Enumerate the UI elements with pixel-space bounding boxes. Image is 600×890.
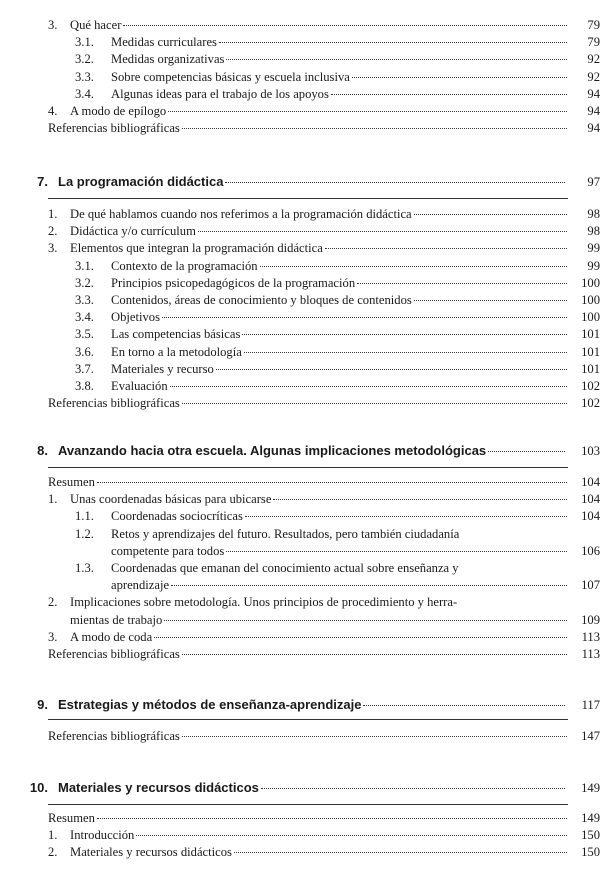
dot-leader [97, 818, 567, 819]
dot-leader [331, 94, 567, 95]
dot-leader [414, 300, 567, 301]
toc-entry[interactable] [0, 17, 600, 34]
entry-page: 99 [587, 241, 600, 256]
entry-number: 3.4. [75, 310, 94, 325]
entry-number: 3.1. [75, 35, 94, 50]
toc-entry[interactable] [0, 491, 600, 508]
toc-entry[interactable] [0, 629, 600, 646]
entry-page: 98 [587, 207, 600, 221]
entry-number: 1. [48, 492, 58, 507]
entry-title: Objetivos [111, 310, 160, 325]
divider [48, 467, 568, 468]
dot-leader [182, 403, 567, 404]
dot-leader [168, 111, 567, 112]
entry-title: En torno a la metodología [111, 344, 242, 359]
toc-entry[interactable] [0, 395, 600, 412]
dot-leader [226, 551, 567, 552]
entry-page: 104 [581, 475, 600, 489]
entry-title: Coordenadas sociocríticas [111, 509, 243, 524]
entry-page: 113 [581, 646, 600, 661]
toc-entry[interactable] [0, 810, 600, 827]
entry-title: Referencias bibliográficas [48, 729, 180, 743]
dot-leader [325, 248, 567, 249]
entry-page: 92 [587, 69, 600, 84]
toc-entry[interactable] [0, 646, 600, 663]
entry-page: 99 [587, 258, 600, 273]
entry-number: 1. [48, 207, 58, 221]
entry-number: 1.3. [75, 560, 94, 575]
chapter-heading[interactable] [0, 697, 600, 713]
toc-entry[interactable] [0, 69, 600, 86]
dot-leader [216, 369, 567, 370]
dot-leader [154, 637, 567, 638]
entry-page: 98 [587, 224, 600, 239]
entry-title-line1: Implicaciones sobre metodología. Unos principios de procedimiento y herra- [70, 595, 458, 610]
entry-title-line1: Coordenadas que emanan del conocimiento actual sobre enseñanza y [111, 560, 459, 575]
entry-number: 1.1. [75, 509, 94, 524]
divider [48, 804, 568, 805]
chapter-page: 97 [587, 175, 600, 189]
entry-page: 104 [581, 492, 600, 507]
entry-page: 150 [581, 828, 600, 843]
entry-page: 107 [581, 578, 600, 593]
entry-title: A modo de epílogo [70, 103, 167, 118]
entry-title-line2: mientas de trabajo [70, 612, 163, 627]
entry-number: 3.5. [75, 327, 94, 342]
entry-number: 2. [48, 845, 58, 860]
toc-entry[interactable] [0, 34, 600, 51]
entry-page: 94 [587, 121, 600, 136]
entry-page: 79 [587, 18, 600, 32]
toc-entry[interactable] [0, 344, 600, 361]
entry-title: A modo de coda [70, 629, 153, 644]
dot-leader [170, 386, 567, 387]
entry-page: 106 [581, 543, 600, 558]
entry-page: 101 [581, 327, 600, 342]
entry-number: 2. [48, 224, 58, 239]
entry-page: 102 [581, 378, 600, 393]
entry-number: 1.2. [75, 526, 94, 541]
entry-title: Referencias bibliográficas [48, 646, 180, 661]
dot-leader [488, 451, 565, 452]
entry-page: 150 [581, 845, 600, 860]
entry-page: 113 [581, 629, 600, 644]
dot-leader [244, 352, 567, 353]
chapter-page: 117 [581, 698, 600, 712]
entry-number: 3. [48, 241, 58, 256]
toc-entry[interactable] [0, 292, 600, 309]
entry-number: 3.2. [75, 52, 94, 67]
toc-entry[interactable] [0, 844, 600, 861]
entry-title: Contenidos, áreas de conocimiento y bloques de contenidos [111, 292, 412, 307]
chapter-heading[interactable] [0, 443, 600, 459]
entry-page: 101 [581, 344, 600, 359]
entry-page: 149 [581, 811, 600, 825]
entry-number: 3.8. [75, 378, 94, 393]
entry-page: 102 [581, 396, 600, 411]
entry-number: 4. [48, 103, 58, 118]
dot-leader [162, 317, 567, 318]
dot-leader [260, 266, 567, 267]
dot-leader [363, 705, 565, 706]
toc-entry[interactable] [0, 560, 600, 594]
chapter9-entries [0, 728, 600, 745]
chapter-title: La programación didáctica [58, 174, 224, 189]
entry-number: 3.6. [75, 344, 94, 359]
entry-title: Referencias bibliográficas [48, 396, 180, 411]
entry-title: Las competencias básicas [111, 327, 241, 342]
toc-entry[interactable] [0, 258, 600, 275]
entry-title: Unas coordenadas básicas para ubicarse [70, 492, 272, 507]
chapter-heading[interactable] [0, 780, 600, 796]
chapter-page: 103 [581, 444, 600, 458]
entry-title: Resumen [48, 811, 95, 825]
entry-number: 3.3. [75, 69, 94, 84]
entry-number: 2. [48, 595, 58, 610]
toc-entry[interactable] [0, 728, 600, 745]
chapter-title: Avanzando hacia otra escuela. Algunas implicaciones metodológicas [58, 443, 487, 458]
toc-entry[interactable] [0, 275, 600, 292]
toc-entry[interactable] [0, 326, 600, 343]
toc-entry[interactable] [0, 223, 600, 240]
entry-page: 147 [581, 729, 600, 743]
entry-number: 1. [48, 828, 58, 843]
entry-page: 100 [581, 292, 600, 307]
entry-title-line2: aprendizaje [111, 578, 170, 593]
toc-entry[interactable] [0, 240, 600, 257]
entry-page: 100 [581, 275, 600, 290]
dot-leader [225, 182, 565, 183]
entry-title: Resumen [48, 475, 95, 489]
entry-title: Medidas curriculares [111, 35, 217, 50]
dot-leader [273, 499, 567, 500]
dot-leader [357, 283, 567, 284]
entry-number: 3. [48, 18, 58, 32]
entry-title: Contexto de la programación [111, 258, 258, 273]
dot-leader [261, 788, 565, 789]
entry-title: Materiales y recursos didácticos [70, 845, 232, 860]
entry-page: 109 [581, 612, 600, 627]
toc-entry[interactable] [0, 51, 600, 68]
divider [48, 719, 568, 720]
dot-leader [198, 231, 567, 232]
toc-entry[interactable] [0, 206, 600, 223]
entry-title: Evaluación [111, 378, 168, 393]
dot-leader [182, 654, 567, 655]
dot-leader [182, 128, 567, 129]
dot-leader [226, 59, 567, 60]
entry-title: Didáctica y/o currículum [70, 224, 196, 239]
dot-leader [352, 77, 567, 78]
chapter-number: 9. [37, 697, 48, 712]
top-section [0, 17, 600, 137]
dot-leader [242, 334, 567, 335]
dot-leader [136, 835, 567, 836]
entry-page: 100 [581, 310, 600, 325]
dot-leader [245, 516, 567, 517]
entry-title: Medidas organizativas [111, 52, 225, 67]
chapter-title: Materiales y recursos didácticos [58, 780, 259, 795]
toc-entry[interactable] [0, 526, 600, 560]
entry-page: 79 [587, 35, 600, 50]
entry-number: 3.3. [75, 292, 94, 307]
entry-title: Qué hacer [70, 18, 122, 32]
entry-title: Principios psicopedagógicos de la programación [111, 275, 356, 290]
toc-entry[interactable] [0, 86, 600, 103]
entry-number: 3.4. [75, 86, 94, 101]
divider [48, 198, 568, 199]
entry-title: Algunas ideas para el trabajo de los apoyos [111, 86, 329, 101]
entry-number: 3.1. [75, 258, 94, 273]
entry-page: 92 [587, 52, 600, 67]
chapter-title: Estrategias y métodos de enseñanza-aprendizaje [58, 697, 362, 712]
entry-title: Elementos que integran la programación didáctica [70, 241, 323, 256]
chapter-number: 7. [37, 174, 48, 189]
entry-title-line2: competente para todos [111, 543, 225, 558]
entry-title: Materiales y recurso [111, 361, 214, 376]
chapter-heading[interactable] [0, 174, 600, 190]
dot-leader [123, 25, 567, 26]
toc-entry[interactable] [0, 309, 600, 326]
chapter7-entries [0, 206, 600, 412]
toc-entry[interactable] [0, 508, 600, 525]
toc-entry[interactable] [0, 103, 600, 120]
chapter-number: 10. [29, 780, 48, 795]
entry-title: Introducción [70, 828, 135, 843]
chapter-page: 149 [581, 781, 600, 795]
toc-entry[interactable] [0, 378, 600, 395]
dot-leader [182, 736, 567, 737]
entry-title: De qué hablamos cuando nos referimos a la programación didáctica [70, 207, 412, 221]
dot-leader [414, 214, 567, 215]
dot-leader [97, 482, 567, 483]
dot-leader [219, 42, 567, 43]
entry-number: 3.7. [75, 361, 94, 376]
dot-leader [234, 852, 567, 853]
entry-title: Sobre competencias básicas y escuela inclusiva [111, 69, 350, 84]
toc-entry[interactable] [0, 594, 600, 628]
chapter-number: 8. [37, 443, 48, 458]
toc-entry[interactable] [0, 120, 600, 137]
toc-entry[interactable] [0, 827, 600, 844]
entry-page: 94 [587, 86, 600, 101]
entry-title-line1: Retos y aprendizajes del futuro. Resultados, pero también ciudadanía [111, 526, 460, 541]
entry-page: 94 [587, 103, 600, 118]
dot-leader [164, 620, 567, 621]
chapter10-entries [0, 810, 600, 862]
entry-page: 104 [581, 509, 600, 524]
entry-number: 3.2. [75, 275, 94, 290]
entry-title: Referencias bibliográficas [48, 121, 180, 136]
toc-entry[interactable] [0, 474, 600, 491]
toc-entry[interactable] [0, 361, 600, 378]
chapter8-entries [0, 474, 600, 663]
entry-page: 101 [581, 361, 600, 376]
entry-number: 3. [48, 629, 58, 644]
dot-leader [171, 585, 567, 586]
